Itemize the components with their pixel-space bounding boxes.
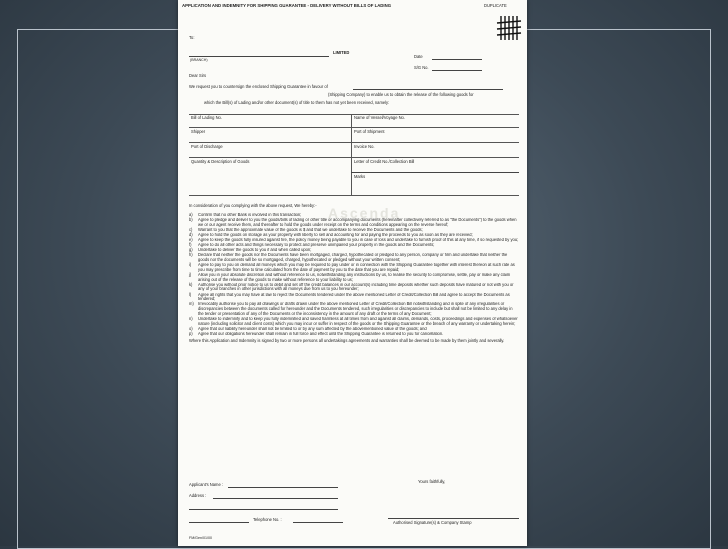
clause-item xyxy=(189,238,519,243)
clause-text: Agree that our liability hereunder shall not be limited to or by any sum affected by the abovementioned value of the goods; and xyxy=(198,326,427,331)
address-label: Address : xyxy=(189,493,207,498)
clause-letter: e) xyxy=(189,237,193,243)
clause-item xyxy=(189,283,519,292)
applicant-name-line xyxy=(228,487,338,488)
clause-letter: p) xyxy=(189,330,193,336)
field-port-of-discharge: Port of Discharge xyxy=(191,144,223,149)
field-marks: Marks xyxy=(354,174,366,179)
field-port-of-shipment: Port of Shipment xyxy=(354,129,385,134)
clause-item xyxy=(189,273,519,282)
date-line xyxy=(432,59,482,60)
clause-letter: d) xyxy=(189,231,193,237)
authorised-signature-label: Authorised Signature(s) & Company Stamp xyxy=(393,520,472,525)
clause-letter: o) xyxy=(189,325,193,331)
clause-letter: m) xyxy=(189,301,194,307)
clause-item xyxy=(189,213,519,218)
clause-item xyxy=(189,218,519,227)
limited-label: LIMITED xyxy=(333,50,350,55)
shipping-guarantee-document xyxy=(178,0,527,546)
clause-item xyxy=(189,332,519,337)
field-invoice: Invoice No. xyxy=(354,144,375,149)
clause-letter: l) xyxy=(189,291,192,297)
consideration-text: In consideration of you complying with the above request, We hereby:- xyxy=(189,203,317,208)
sg-line xyxy=(432,70,482,71)
clause-letter: j) xyxy=(189,271,192,277)
request-line-2: (Shipping Company) to enable us to obtain the release of the following goods for xyxy=(328,92,474,97)
favour-line xyxy=(353,89,503,90)
fields-rule-4 xyxy=(351,172,519,173)
fields-rule-1 xyxy=(189,127,519,128)
clause-text: Warrant to you that the approximate value of the goods is $ and that we undertake to receive the Documents and the goods; xyxy=(198,227,423,232)
clause-text: Confirm that no other Bank is involved in this transaction; xyxy=(198,213,302,217)
fields-rule-3 xyxy=(189,157,519,158)
clause-item xyxy=(189,253,519,262)
clause-item xyxy=(189,243,519,248)
clause-item xyxy=(189,317,519,326)
salutation: Dear Sirs xyxy=(189,73,207,78)
clause-text: Authorise you without prior notice to us to debit and set off the credit balances in our account(s) including time deposits whether such deposits have matured or not with you or any of your branches in other jurisdictions with all moneys due from us to you hereunder; xyxy=(198,282,514,292)
clause-item xyxy=(189,248,519,253)
clause-item xyxy=(189,263,519,272)
address-line-2 xyxy=(189,509,338,510)
clause-letter: f) xyxy=(189,242,192,248)
clause-text: Declare that neither the goods nor the Documents have been mortgaged, charged, hypothecated or pledged to any person, company or firm and undertake that neither the goods nor the documents will be so mortgaged, charged, hypothecated or pledged without your written consent; xyxy=(198,253,508,263)
yours-faithfully: Yours faithfully, xyxy=(418,479,446,484)
request-line-3: which the Bill(s) of Lading and/or other document(s) of title to them has not yet been received, namely: xyxy=(204,100,390,105)
form-code: FM/Gen/01/00 xyxy=(189,536,212,540)
clause-letter: h) xyxy=(189,252,193,258)
clause-text: Agree to pledge and deliver to you the goods/bills of lading or other title or accompanying documents (hereinafter collectively referred to as "the Documents") to the goods when we or our agent receive them, and thereafter to hold the goods under receipt on the terms and conditions appearing on the reverse hereof; xyxy=(198,218,517,227)
clause-text: Agree to hold the goods on storage as your property with liberty to sell and accounting for and paying the proceeds to you as soon as they are received; xyxy=(198,232,473,237)
clause-text: Irrevocably authorise you to pay all drawings or drafts drawn under the above mentioned Letter of Credit/Collection Bill notwithstanding and in spite of any irregularities or discrepancies between the documents called for hereunder and the Documents tendered, such irregularities or discrepancies to include but shall not be limited to any delay in the tender or presentation of any of the Documents or the inconsistency in the amount of any draft or the terms of any Document; xyxy=(198,302,513,316)
field-vessel: Name of Vessel/Voyage No. xyxy=(354,115,405,120)
request-line-1: We request you to countersign the enclosed Shipping Guarantee in favour of xyxy=(189,84,328,89)
clause-letter: a) xyxy=(189,212,193,217)
clause-letter: i) xyxy=(189,262,192,268)
tally-marks-icon xyxy=(496,14,522,42)
clause-item xyxy=(189,228,519,233)
clause-text: Undertake to deliver the goods to you if and when called upon; xyxy=(198,248,312,253)
clause-text: Agree all rights that you may have at law to reject the Documents tendered under the above mentioned Letter of Credit/Collection Bill and agree to accept the Documents as tendered; xyxy=(198,292,510,302)
clause-letter: g) xyxy=(189,247,193,253)
clause-text: Allow you in your absolute discretion and without reference to us, notwithstanding any instructions by us, to realise the security to compromise, settle, pay or make any claim arising out of the release of the goods to make without reference to your liability to us; xyxy=(198,272,511,282)
clause-item xyxy=(189,293,519,302)
clause-item xyxy=(189,327,519,332)
field-letter-of-credit: Letter of Credit No./Collection Bill xyxy=(354,159,415,164)
clauses-list xyxy=(189,213,519,344)
clause-letter: c) xyxy=(189,226,193,232)
clause-text: Undertake to indemnify and to keep you fully indemnified and saved harmless at all times from and against all claims, demands, costs, proceedings and expenses of whatsoever nature (including solicitor and client costs) which you may incur or suffer in respect of the goods or the Shipping Guarantee or the breach of any warranty or undertaking herein; xyxy=(198,316,518,326)
date-label: Date xyxy=(414,54,423,59)
watermark-text: Ascenda xyxy=(328,205,401,221)
fields-rule-2 xyxy=(189,142,519,143)
to-line xyxy=(189,56,329,57)
field-bill-of-lading: Bill of Lading No. xyxy=(191,115,222,120)
telephone-label: Telephone No. : xyxy=(253,517,282,522)
clause-text: Agree to pay to you on demand all moneys which you may be required to pay under or in connection with the Shipping Guarantee together with interest thereon at such rate as you may prescribe from time to time calculated from the date of payment by you to the date that you are repaid; xyxy=(198,263,515,272)
clause-text: Agree to keep the goods fully insured against fire, the policy money being payable to you in case of loss and undertake to furnish proof of this at any time, if so requested by you; xyxy=(198,238,519,243)
clause-item xyxy=(189,233,519,238)
field-shipper: Shipper xyxy=(191,129,206,134)
signature-line xyxy=(388,518,519,519)
sg-number-label: S/G No. xyxy=(414,65,429,70)
to-label: To: xyxy=(189,35,195,40)
fields-bottom-rule xyxy=(189,195,519,196)
document-title: APPLICATION AND INDEMNITY FOR SHIPPING GUARANTEE - DELIVERY WITHOUT BILLS OF LADING xyxy=(182,3,392,8)
blank-line xyxy=(189,522,249,523)
clause-text: Agree to do all other acts and things necessary to protect and preserve unimpaired your property in the goods and the Documents; xyxy=(198,243,435,248)
clause-letter: b) xyxy=(189,217,193,223)
clause-text: Agree that our obligations hereunder shall remain in full force and effect until the Shipping Guarantee is returned to you for cancellation. xyxy=(198,331,444,336)
clause-letter: k) xyxy=(189,281,193,287)
address-line xyxy=(213,498,338,499)
branch-label: (BRANCH) xyxy=(190,58,208,62)
closing-text: Where this Application and Indemnity is signed by two or more persons all undertakings agreements and warranties shall be deemed to be made by them jointly and severally. xyxy=(189,338,505,344)
applicant-name-label: Applicant's Name : xyxy=(189,482,224,487)
clause-item xyxy=(189,302,519,316)
document-ref: DUPLICATE xyxy=(484,3,507,8)
field-goods-description: Quantity & Description of Goods xyxy=(191,159,250,164)
telephone-line xyxy=(293,522,343,523)
clause-letter: n) xyxy=(189,315,193,321)
